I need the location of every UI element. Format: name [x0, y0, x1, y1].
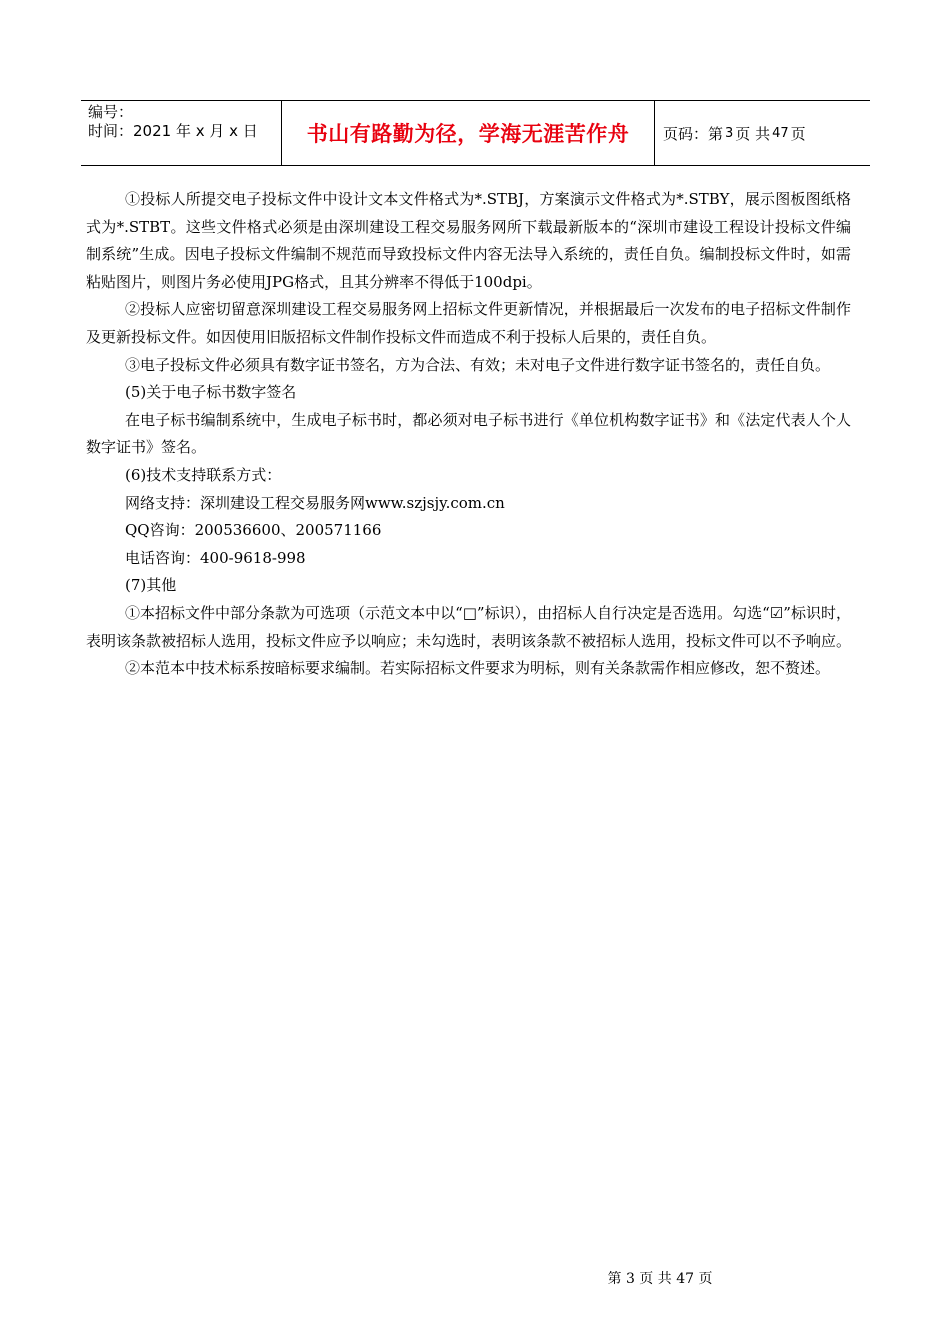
- document-body: [86, 186, 851, 683]
- section-heading-other: (7)其他: [125, 576, 177, 595]
- page-total: 47: [772, 125, 789, 141]
- header-meta-cell: [81, 101, 282, 165]
- paragraph-update-notice: ②投标人应密切留意深圳建设工程交易服务网上招标文件更新情况，并根据最后一次发布的电子招标文件制作及更新投标文件。如因使用旧版招标文件制作投标文件而造成不利于投标人后果的，责任自负。: [86, 300, 851, 346]
- contact-web: 网络支持：深圳建设工程交易服务网www.szjsjy.com.cn: [125, 493, 505, 512]
- page-end-label: 页: [790, 124, 806, 143]
- document-number-label: 编号：: [88, 103, 134, 121]
- section-heading-digital-signature: (5)关于电子标书数字签名: [125, 383, 297, 402]
- paragraph-signature-required: ③电子投标文件必须具有数字证书签名，方为合法、有效；未对电子文件进行数字证书签名的，责任自负。: [125, 355, 831, 374]
- contact-phone: 电话咨询：400-9618-998: [125, 548, 306, 567]
- page-label: 页码：第: [663, 124, 724, 143]
- document-date-label: 时间：2021 年 x 月 x 日: [88, 122, 258, 140]
- paragraph-digital-signature: 在电子标书编制系统中，生成电子标书时，都必须对电子标书进行《单位机构数字证书》和《法定代表人个人数字证书》签名。: [86, 410, 851, 457]
- page-mid-label: 页 共: [735, 124, 771, 143]
- section-heading-tech-support: (6)技术支持联系方式：: [125, 465, 282, 484]
- page-footer: 第 3 页 共 47 页: [607, 1271, 713, 1287]
- header-motto: 书山有路勤为径，学海无涯苦作舟: [282, 101, 655, 165]
- paragraph-anonymous-bid: ②本范本中技术标系按暗标要求编制。若实际招标文件要求为明标，则有关条款需作相应修改，恕不赘述。: [125, 659, 831, 678]
- paragraph-file-format: ①投标人所提交电子投标文件中设计文本文件格式为*.STBJ，方案演示文件格式为*.STBY，展示图板图纸格式为*.STBT。这些文件格式必须是由深圳建设工程交易服务网所下载最新版本的“深圳市建设工程设计投标文件编制系统”生成。因电子投标文件编制不规范而导致投标文件内容无法导入系统的，责任自负。编制投标文件时，如需粘贴图片，则图片务必使用JPG格式，且其分辨率不得低于100dpi。: [86, 190, 851, 291]
- paragraph-optional-clauses: ①本招标文件中部分条款为可选项（示范文本中以“□”标识），由招标人自行决定是否选用。勾选“☑”标识时，表明该条款被招标人选用，投标文件应予以响应；未勾选时，表明该条款不被招标人选用，投标文件可以不予响应。: [86, 603, 852, 650]
- page-header: [81, 100, 870, 166]
- page-number: 3: [725, 125, 734, 141]
- contact-qq: QQ咨询：200536600、200571166: [125, 521, 382, 540]
- header-page-indicator: [655, 101, 870, 165]
